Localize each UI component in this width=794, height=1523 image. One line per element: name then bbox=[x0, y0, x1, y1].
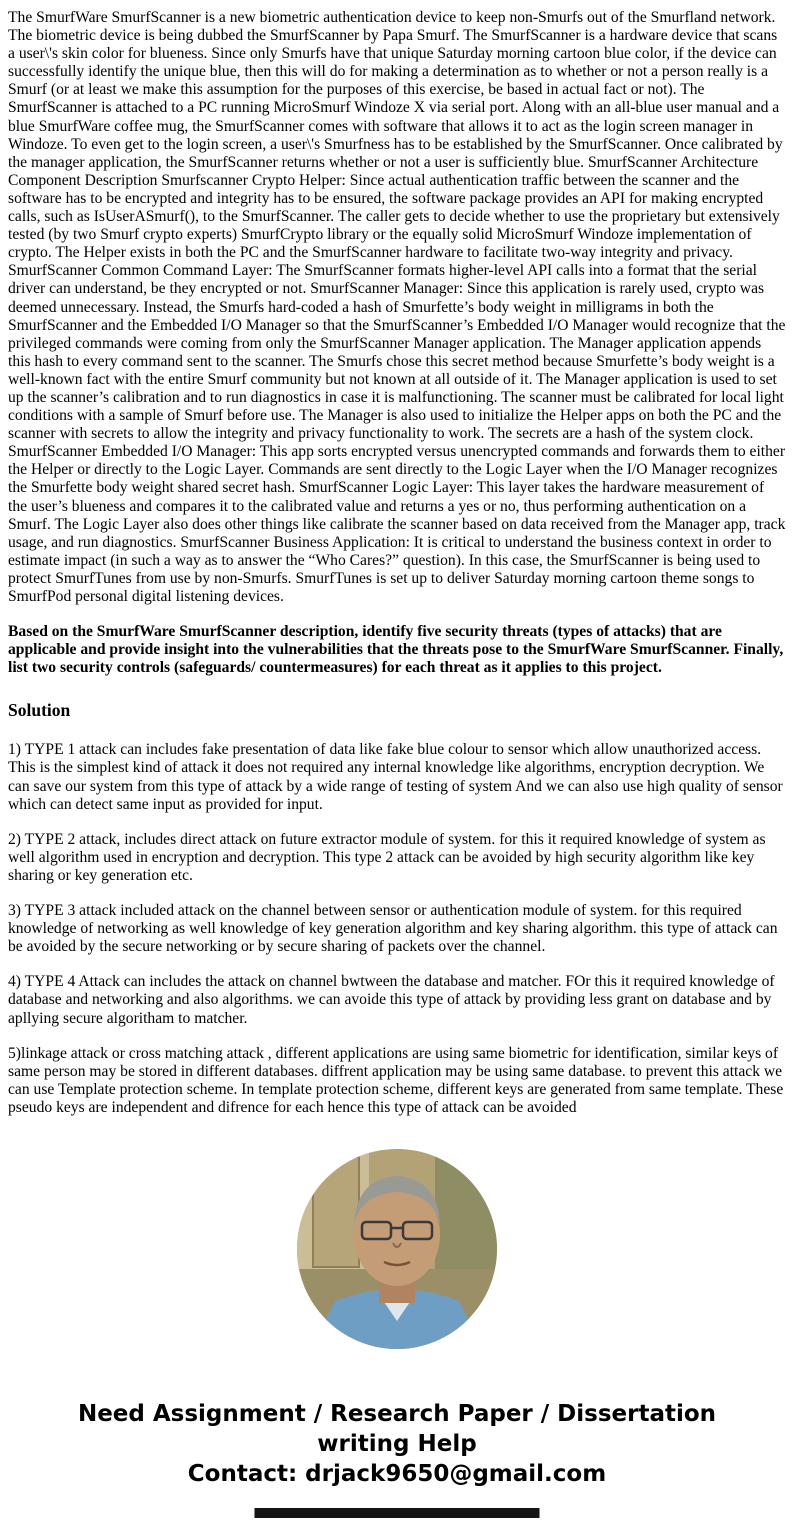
bottom-bar bbox=[255, 1508, 540, 1518]
footer-contact: Contact: drjack9650@gmail.com bbox=[187, 1460, 607, 1487]
photo-container bbox=[8, 1149, 786, 1349]
answer-paragraph-3: 3) TYPE 3 attack included attack on the channel between sensor or authentication module of system. for this required knowledge of networking as well knowledge of key generation algorithm and key sharing algorithm. this type of attack can be avoided by the secure networking or by secure sharing of packets over the channel. bbox=[8, 902, 778, 956]
description-paragraph: The SmurfWare SmurfScanner is a new biometric authentication device to keep non-Smurfs out of the Smurfland network. The biometric device is being dubbed the SmurfScanner by Papa Smurf. The SmurfScanner is a hardware device that scans a user\'s skin color for blueness. Since only Smurfs have that unique Saturday morning cartoon blue color, if the device can successfully identify the unique blue, then this will do for making a determination as to whether or not a person really is a Smurf (or at least we make this assumption for the purposes of this exercise, be based in actual fact or not). The SmurfScanner is attached to a PC running MicroSmurf Windoze X via serial port. Along with an all-blue user manual and a blue SmurfWare coffee mug, the SmurfScanner comes with software that allows it to act as the login screen manager in Windoze. To even get to the login screen, a user\'s Smurfness has to be established by the SmurfScanner. Once calibrated by the manager application, the SmurfScanner returns whether or not a user is sufficiently blue. SmurfScanner Architecture Component Description Smurfscanner Crypto Helper: Since actual authentication traffic between the scanner and the software has to be encrypted and integrity has to be ensured, the software package provides an API for making encrypted calls, such as IsUserASmurf(), to the SmurfScanner. The caller gets to decide whether to use the proprietary but extensively tested (by two Smurf crypto experts) SmurfCrypto library or the equally solid MicroSmurf Windoze implementation of crypto. The Helper exists in both the PC and the SmurfScanner hardware to facilitate two-way integrity and privacy. SmurfScanner Common Command Layer: The SmurfScanner formats higher-level API calls into a format that the serial driver can understand, be they encrypted or not. SmurfScanner Manager: Since this application is rarely used, crypto was deemed unnecessary. Instead, the Smurfs hard-coded a hash of Smurfette’s body weight in milligrams in both the SmurfScanner and the Embedded I/O Manager so that the SmurfScanner’s Embedded I/O Manager would recognize that the privileged commands were coming from only the SmurfScanner Manager application. The Manager application appends this hash to every command sent to the scanner. The Smurfs chose this secret method because Smurfette’s body weight is a well-known fact with the entire Smurf community but not known at all outside of it. The Manager application is used to set up the scanner’s calibration and to run diagnostics in case it is malfunctioning. The scanner must be calibrated for local light conditions with a sample of Smurf before use. The Manager is also used to initialize the Helper apps on both the PC and the scanner with secrets to allow the integrity and privacy functionality to work. The secrets are a hash of the system clock. SmurfScanner Embedded I/O Manager: This app sorts encrypted versus unencrypted commands and forwards them to either the Helper or directly to the Logic Layer. Commands are sent directly to the Logic Layer when the I/O Manager recognizes the Smurfette body weight shared secret hash. SmurfScanner Logic Layer: This layer takes the hardware measurement of the user’s blueness and compares it to the calibrated value and returns a yes or no, thus performing authentication on a Smurf. The Logic Layer also does other things like calibrate the scanner based on data received from the Manager app, track usage, and run diagnostics. SmurfScanner Business Application: It is critical to understand the business context in order to estimate impact (in such a way as to answer the “Who Cares?” question). In this case, the SmurfScanner is being used to protect SmurfTunes from use by non-Smurfs. SmurfTunes is set up to deliver Saturday morning cartoon theme songs to SmurfPod personal digital listening devices. bbox=[8, 9, 786, 605]
answer-paragraph-5: 5)linkage attack or cross matching attack , different applications are using same biometric for identification, similar keys of same person may be stored in different databases. diffrent application may be using same database. to prevent this attack we can use Template protection scheme. In template protection scheme, different keys are generated from same template. These pseudo keys are independent and difrence for each hence this type of attack can be avoided bbox=[8, 1044, 784, 1116]
question-paragraph: Based on the SmurfWare SmurfScanner description, identify five security threats (types of attacks) that are applicable and provide insight into the vulnerabilities that the threats pose to the SmurfWare SmurfScanner. Finally, list two security controls (safeguards/ countermeasures) for each threat as it applies to this project. bbox=[8, 623, 784, 677]
answer-paragraph-1: 1) TYPE 1 attack can includes fake presentation of data like fake blue colour to sensor which allow unauthorized access. This is the simplest kind of attack it does not required any internal knowledge like algorithms, encryption decryption. We can save our system from this type of attack by a wide range of testing of system And we can also use high quality of sensor which can detect same input as provided for input. bbox=[8, 741, 783, 813]
footer-heading: Need Assignment / Research Paper / Dissertation writing Help bbox=[77, 1400, 717, 1457]
man-portrait-photo bbox=[297, 1149, 497, 1349]
solution-heading: Solution bbox=[8, 700, 71, 721]
footer bbox=[8, 1399, 786, 1489]
answer-paragraph-2: 2) TYPE 2 attack, includes direct attack on future extractor module of system. for this it required knowledge of system as well algorithm used in encryption and decryption. This type 2 attack can be avoided by high security algorithm like key sharing or key generation etc. bbox=[8, 830, 766, 884]
answer-paragraph-4: 4) TYPE 4 Attack can includes the attack on channel bwtween the database and matcher. FOr this it required knowledge of database and networking and also algorithms. we can avoide this type of attack by providing less grant on database and by apllying secure algoritham to matcher. bbox=[8, 973, 775, 1027]
